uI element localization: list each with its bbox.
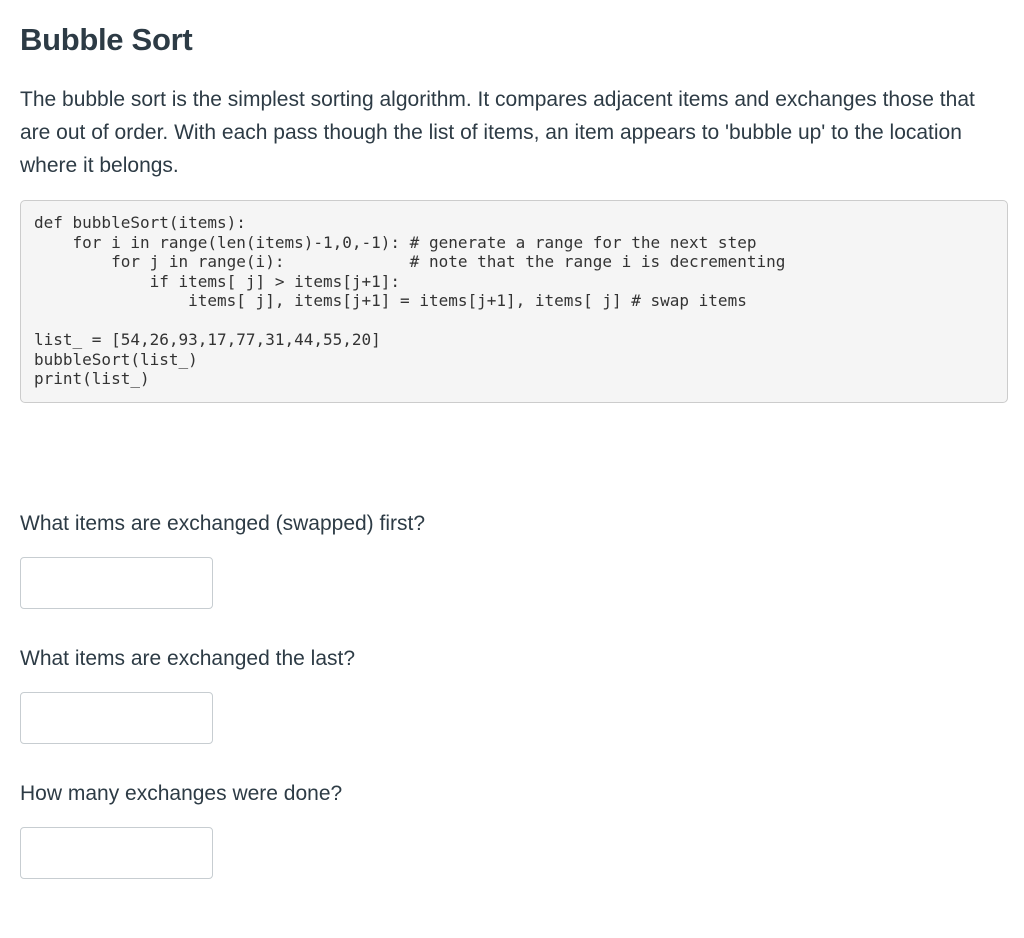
code-line: items[ j], items[j+1] = items[j+1], items[ j] # swap items [34, 291, 747, 310]
code-line: def bubbleSort(items): [34, 213, 246, 232]
code-line: print(list_) [34, 369, 150, 388]
code-line: if items[ j] > items[j+1]: [34, 271, 401, 291]
page-title: Bubble Sort [20, 22, 193, 57]
code-blank-line [34, 311, 994, 331]
code-line: bubbleSort(list_) [34, 349, 198, 369]
question-exchange-count [20, 780, 620, 808]
question-label: How many exchanges were done? [20, 782, 343, 805]
code-line: list_ = [54,26,93,17,77,31,44,55,20] [34, 330, 381, 349]
code-line: for i in range(len(items)-1,0,-1): # generate a range for the next step [34, 232, 757, 252]
code-line: for j in range(i): # note that the range i is decrementing [34, 252, 786, 271]
intro-paragraph: The bubble sort is the simplest sorting algorithm. It compares adjacent items and exchanges those that are out of order. With each pass though the list of items, an item appears to 'bubble up' to the location where it belongs. [20, 88, 975, 177]
code-block [20, 200, 1008, 403]
answer-input-last-swap[interactable] [20, 692, 213, 744]
question-last-swap [20, 645, 620, 673]
answer-input-exchange-count[interactable] [20, 827, 213, 879]
answer-input-first-swap[interactable] [20, 557, 213, 609]
question-first-swap [20, 510, 620, 538]
question-label: What items are exchanged the last? [20, 647, 356, 670]
question-label: What items are exchanged (swapped) first? [20, 512, 426, 535]
